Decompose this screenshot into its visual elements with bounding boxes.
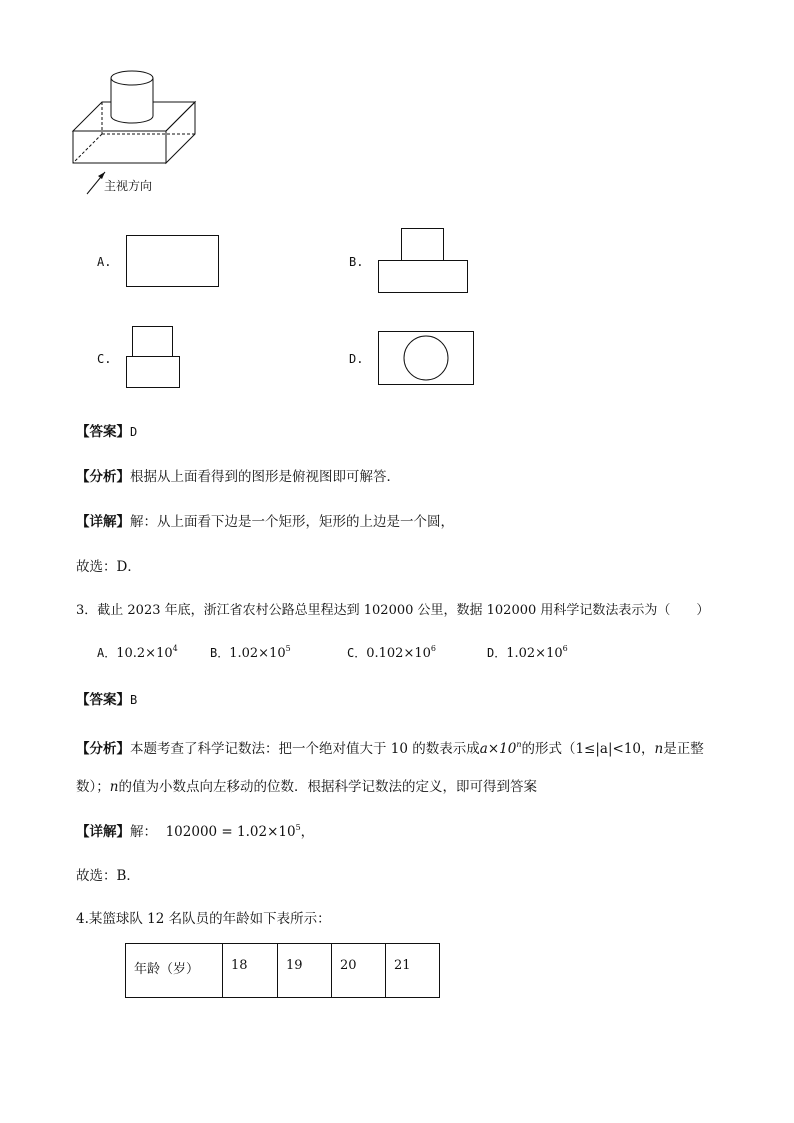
table-cell: 19 xyxy=(278,944,332,998)
q2-detail: 【详解】解：从上面看下边是一个矩形，矩形的上边是一个圆， xyxy=(76,514,454,530)
option-c-letter: C. xyxy=(97,352,112,366)
q2-analysis: 【分析】根据从上面看得到的图形是俯视图即可解答． xyxy=(76,469,400,485)
table-row xyxy=(126,944,440,998)
q3-detail: 【详解】解： $102000 = 1.02\times 10^5$， xyxy=(76,823,315,840)
view-direction-label: 主视方向 xyxy=(104,179,153,193)
option-b-figure xyxy=(378,228,470,296)
q3-option-d: D．$1.02\times 10^6$ xyxy=(487,644,568,661)
option-d-letter: D. xyxy=(349,352,364,366)
table-cell: 20 xyxy=(332,944,386,998)
q3-conclusion: 故选：B． xyxy=(76,868,140,884)
age-table xyxy=(125,943,440,998)
option-d-figure xyxy=(378,331,476,387)
q3-option-c: C．$0.102\times 10^6$ xyxy=(347,644,436,661)
q3-analysis-line1: 【分析】本题考查了科学记数法：把一个绝对值大于 10 的数表示成$a\times 10^n$的形式（1≤|a|<10，n是正整 xyxy=(76,740,704,757)
q3-stem: 3．截止 2023 年底，浙江省农村公路总里程达到 102000 公里，数据 102000 用科学记数法表示为（ ） xyxy=(76,603,710,618)
q3-analysis-line2: 数）；n的值为小数点向左移动的位数．根据科学记数法的定义，即可得到答案 xyxy=(76,779,537,795)
option-a-letter: A. xyxy=(97,255,112,269)
option-b-letter: B. xyxy=(349,255,364,269)
q3-answer: 【答案】B xyxy=(76,692,138,708)
table-cell: 21 xyxy=(386,944,440,998)
q2-answer: 【答案】D xyxy=(76,424,138,440)
q3-option-a: A．$10.2\times 10^4$ xyxy=(97,644,178,661)
option-c-figure xyxy=(126,326,182,390)
q2-conclusion: 故选：D． xyxy=(76,559,141,575)
table-cell: 18 xyxy=(223,944,278,998)
table-header-cell: 年龄（岁） xyxy=(126,944,223,998)
option-a-figure xyxy=(126,235,220,289)
q3-option-b: B．$1.02\times 10^5$ xyxy=(210,644,291,661)
q4-stem: 4.某篮球队 12 名队员的年龄如下表所示： xyxy=(76,911,331,927)
